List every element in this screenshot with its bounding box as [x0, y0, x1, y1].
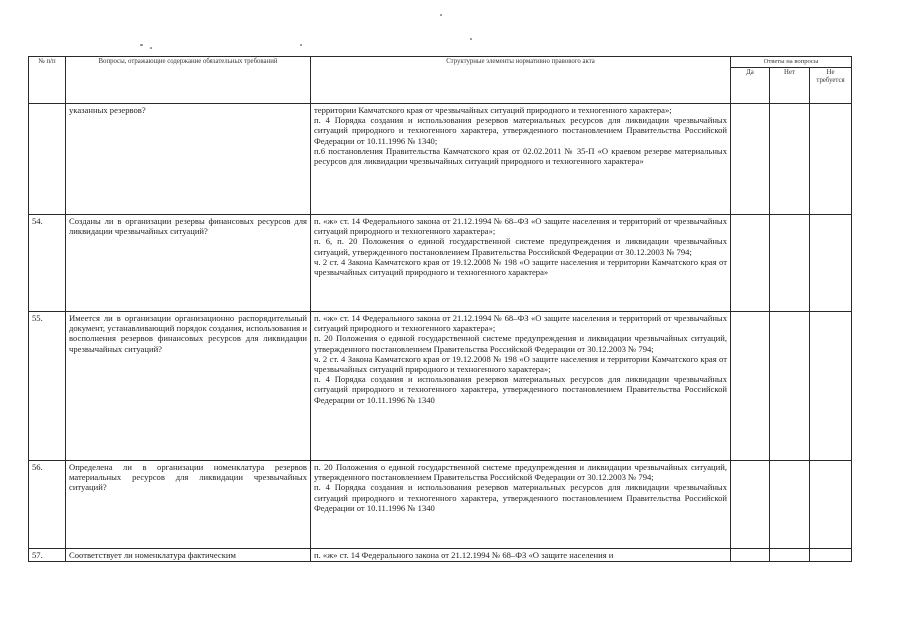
question-text: Соответствует ли номенклатура фактическим [69, 550, 236, 560]
scan-speck [150, 47, 152, 49]
row-num: 54. [29, 215, 66, 312]
answer-yes-cell[interactable] [731, 461, 770, 549]
ref-text: п.6 постановления Правительства Камчатского края от 02.02.2011 № 35-П «О краевом резерве материальных ресурсов для ликвидации чрезвычайных ситуаций природного и техногенного характера» [314, 145, 727, 167]
row-question [66, 549, 311, 562]
header-num: № п/п [29, 57, 66, 104]
ref-text: п. 4 Порядка создания и использования резервов материальных ресурсов для ликвидации чрезвычайных ситуаций природного и техногенного характера, утвержденного постановлением Правительства Российской Федерации от 10.11.1996 № 1340 [314, 374, 727, 405]
answer-na-cell[interactable] [810, 549, 852, 562]
answer-na-cell[interactable] [810, 461, 852, 549]
question-text: Имеется ли в организации организационно распорядительный документ, устанавливающий порядок создания, использования и восполнения резервов финансовых ресурсов для ликвидации чрезвычайных ситуаций? [69, 313, 307, 354]
row-refs [311, 312, 731, 461]
ref-text: п. 4 Порядка создания и использования резервов материальных ресурсов для ликвидации чрезвычайных ситуаций природного и техногенного характера, утвержденного постановлением Правительства Российской Федерации от 10.11.1996 № 1340; [314, 115, 727, 146]
table-row [29, 215, 852, 312]
question-text: Определена ли в организации номенклатура резервов материальных ресурсов для ликвидации чрезвычайных ситуаций? [69, 462, 307, 493]
ref-text: п. «ж» ст. 14 Федерального закона от 21.12.1994 № 68–ФЗ «О защите населения и [314, 550, 614, 560]
answer-yes-cell[interactable] [731, 215, 770, 312]
table-row [29, 312, 852, 461]
ref-text: ч. 2 ст. 4 Закона Камчатского края от 19.12.2008 № 198 «О защите населения и территории Камчатского края от чрезвычайных ситуаций природного и техногенного характера» [314, 256, 727, 278]
row-refs [311, 549, 731, 562]
answer-yes-cell[interactable] [731, 312, 770, 461]
checklist-table [28, 56, 852, 562]
answer-na-cell[interactable] [810, 312, 852, 461]
header-yes: Да [731, 68, 770, 104]
row-question [66, 312, 311, 461]
answer-no-cell[interactable] [770, 215, 810, 312]
row-num: 55. [29, 312, 66, 461]
header-question: Вопросы, отражающие содержание обязательных требований [66, 57, 311, 104]
ref-text: п. 6, п. 20 Положения о единой государственной системе предупреждения и ликвидации чрезвычайных ситуаций, утвержденного постановлением Правительства Российской Федерации от 30.12.2003 № 794; [314, 236, 727, 257]
header-refs: Структурные элементы нормативно правового акта [311, 57, 731, 104]
ref-text: территории Камчатского края от чрезвычайных ситуаций природного и техногенного характера»; [314, 105, 672, 115]
table-header-row [29, 57, 852, 68]
ref-text: п. «ж» ст. 14 Федерального закона от 21.12.1994 № 68–ФЗ «О защите населения и территорий от чрезвычайных ситуаций природного и техногенного характера»; [314, 313, 727, 334]
answer-yes-cell[interactable] [731, 104, 770, 215]
row-num [29, 104, 66, 215]
table-row [29, 104, 852, 215]
answer-na-cell[interactable] [810, 215, 852, 312]
row-question [66, 215, 311, 312]
ref-text: ч. 2 ст. 4 Закона Камчатского края от 19.12.2008 № 198 «О защите населения и территории Камчатского края от чрезвычайных ситуаций природного и техногенного характера»; [314, 353, 727, 375]
table-row [29, 549, 852, 562]
answer-no-cell[interactable] [770, 312, 810, 461]
ref-text: п. 20 Положения о единой государственной системе предупреждения и ликвидации чрезвычайных ситуаций, утвержденного постановлением Правительства Российской Федерации от 30.12.2003 № 794; [314, 333, 727, 354]
scan-speck [300, 44, 302, 46]
answer-yes-cell[interactable] [731, 549, 770, 562]
row-refs [311, 104, 731, 215]
row-refs [311, 461, 731, 549]
row-question [66, 104, 311, 215]
answer-no-cell[interactable] [770, 461, 810, 549]
answer-no-cell[interactable] [770, 549, 810, 562]
header-no: Нет [770, 68, 810, 104]
answer-no-cell[interactable] [770, 104, 810, 215]
header-answers: Ответы на вопросы [731, 57, 852, 68]
row-question [66, 461, 311, 549]
question-text: указанных резервов? [69, 105, 146, 115]
row-num: 56. [29, 461, 66, 549]
ref-text: п. 20 Положения о единой государственной системе предупреждения и ликвидации чрезвычайных ситуаций, утвержденного постановлением Правительства Российской Федерации от 30.12.2003 № 794; [314, 462, 727, 483]
row-refs [311, 215, 731, 312]
ref-text: п. «ж» ст. 14 Федерального закона от 21.12.1994 № 68–ФЗ «О защите населения и территорий от чрезвычайных ситуаций природного и техногенного характера»; [314, 216, 727, 237]
scan-speck [140, 44, 143, 46]
scan-speck [470, 38, 472, 40]
header-na: Не требуется [810, 68, 852, 104]
row-num: 57. [29, 549, 66, 562]
answer-na-cell[interactable] [810, 104, 852, 215]
table-row [29, 461, 852, 549]
question-text: Созданы ли в организации резервы финансовых ресурсов для ликвидации чрезвычайных ситуаций? [69, 216, 307, 237]
scan-speck [440, 14, 442, 16]
ref-text: п. 4 Порядка создания и использования резервов материальных ресурсов для ликвидации чрезвычайных ситуаций природного и техногенного характера, утвержденного постановлением Правительства Российской Федерации от 10.11.1996 № 1340 [314, 482, 727, 513]
